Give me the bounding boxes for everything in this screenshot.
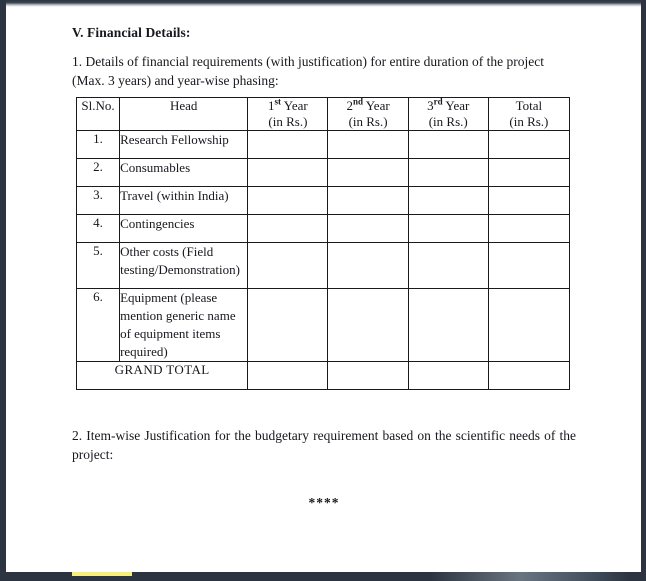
table-header-row [77,98,570,131]
row-year-3-input[interactable] [408,131,488,159]
row-total-input[interactable] [488,289,569,362]
year-1-word: Year [281,98,308,113]
column-header-total-label: Total [515,98,543,113]
row-year-3-input[interactable] [408,289,488,362]
table-header [77,98,570,131]
table-row [77,131,570,159]
year-2-word: Year [362,98,390,113]
table-row [77,159,570,187]
year-2-ordinal-suffix: nd [352,96,363,107]
table-row [77,187,570,215]
row-total-input[interactable] [488,159,569,187]
table-row [77,289,570,362]
row-head-label: Consumables [120,159,248,187]
row-year-2-input[interactable] [328,131,408,159]
row-number: 1. [77,131,120,159]
year-1-ordinal: 1 [268,98,275,113]
row-number: 3. [77,187,120,215]
page-content [6,7,641,572]
row-year-1-input[interactable] [248,187,328,215]
column-header-year-2 [328,98,408,131]
table-row [77,215,570,243]
grand-total-row [77,362,570,390]
row-total-input[interactable] [488,187,569,215]
year-2-ordinal: 2 [346,98,353,113]
row-total-input[interactable] [488,215,569,243]
table-row [77,243,570,289]
row-year-1-input[interactable] [248,215,328,243]
grand-total-year-3-input[interactable] [408,362,488,390]
row-head-label: Travel (within India) [120,187,248,215]
financial-details-table [76,97,570,390]
viewer-top-edge [0,0,646,7]
year-3-word: Year [442,98,470,113]
column-header-sl-no-label: Sl.No. [81,98,115,113]
section-heading: V. Financial Details: [72,25,191,40]
row-year-2-input[interactable] [328,187,408,215]
grand-total-year-2-input[interactable] [328,362,408,390]
bottom-highlight-tab[interactable] [72,572,132,576]
column-header-year-1 [248,98,328,131]
year-2-unit: (in Rs.) [348,114,388,129]
grand-total-year-1-input[interactable] [248,362,328,390]
row-year-2-input[interactable] [328,215,408,243]
row-total-input[interactable] [488,131,569,159]
year-3-ordinal-suffix: rd [433,96,443,107]
row-number: 2. [77,159,120,187]
column-header-total [488,98,569,131]
row-year-2-input[interactable] [328,289,408,362]
row-total-input[interactable] [488,243,569,289]
table-body [77,131,570,390]
row-head-label: Research Fellowship [120,131,248,159]
column-header-sl-no [77,98,120,131]
row-number: 4. [77,215,120,243]
column-header-head-label: Head [169,98,198,113]
paragraph-item-wise-justification-text: 2. Item-wise Justification for the budgetary requirement based on the scientific needs of the project: [72,428,576,462]
viewer-left-edge [0,0,6,581]
column-header-head [120,98,248,131]
column-header-year-3 [408,98,488,131]
viewer-right-edge [641,0,646,581]
year-3-unit: (in Rs.) [428,114,468,129]
year-1-ordinal-suffix: st [274,96,282,107]
row-year-3-input[interactable] [408,187,488,215]
footer-asterisks: **** [308,495,340,510]
row-year-1-input[interactable] [248,159,328,187]
row-number: 6. [77,289,120,362]
year-1-unit: (in Rs.) [268,114,308,129]
row-head-label: Other costs (Field testing/Demonstration) [120,243,248,289]
row-head-label: Contingencies [120,215,248,243]
row-year-2-input[interactable] [328,243,408,289]
document-page [6,7,641,572]
grand-total-total-input[interactable] [488,362,569,390]
row-year-1-input[interactable] [248,289,328,362]
row-year-3-input[interactable] [408,159,488,187]
row-head-label: Equipment (please mention generic name of equipment items required) [120,289,248,362]
row-year-3-input[interactable] [408,243,488,289]
row-year-1-input[interactable] [248,243,328,289]
viewer-bottom-sheen [430,572,630,581]
row-year-3-input[interactable] [408,215,488,243]
grand-total-label: GRAND TOTAL [77,362,248,390]
row-year-1-input[interactable] [248,131,328,159]
row-number: 5. [77,243,120,289]
row-year-2-input[interactable] [328,159,408,187]
paragraph-item-wise-justification [72,426,576,464]
paragraph-financial-requirements: 1. Details of financial requirements (with justification) for entire duration of the project (Max. 3 years) and year-wise phasing: [72,54,544,88]
year-3-ordinal: 3 [427,98,434,113]
total-unit: (in Rs.) [509,114,549,129]
